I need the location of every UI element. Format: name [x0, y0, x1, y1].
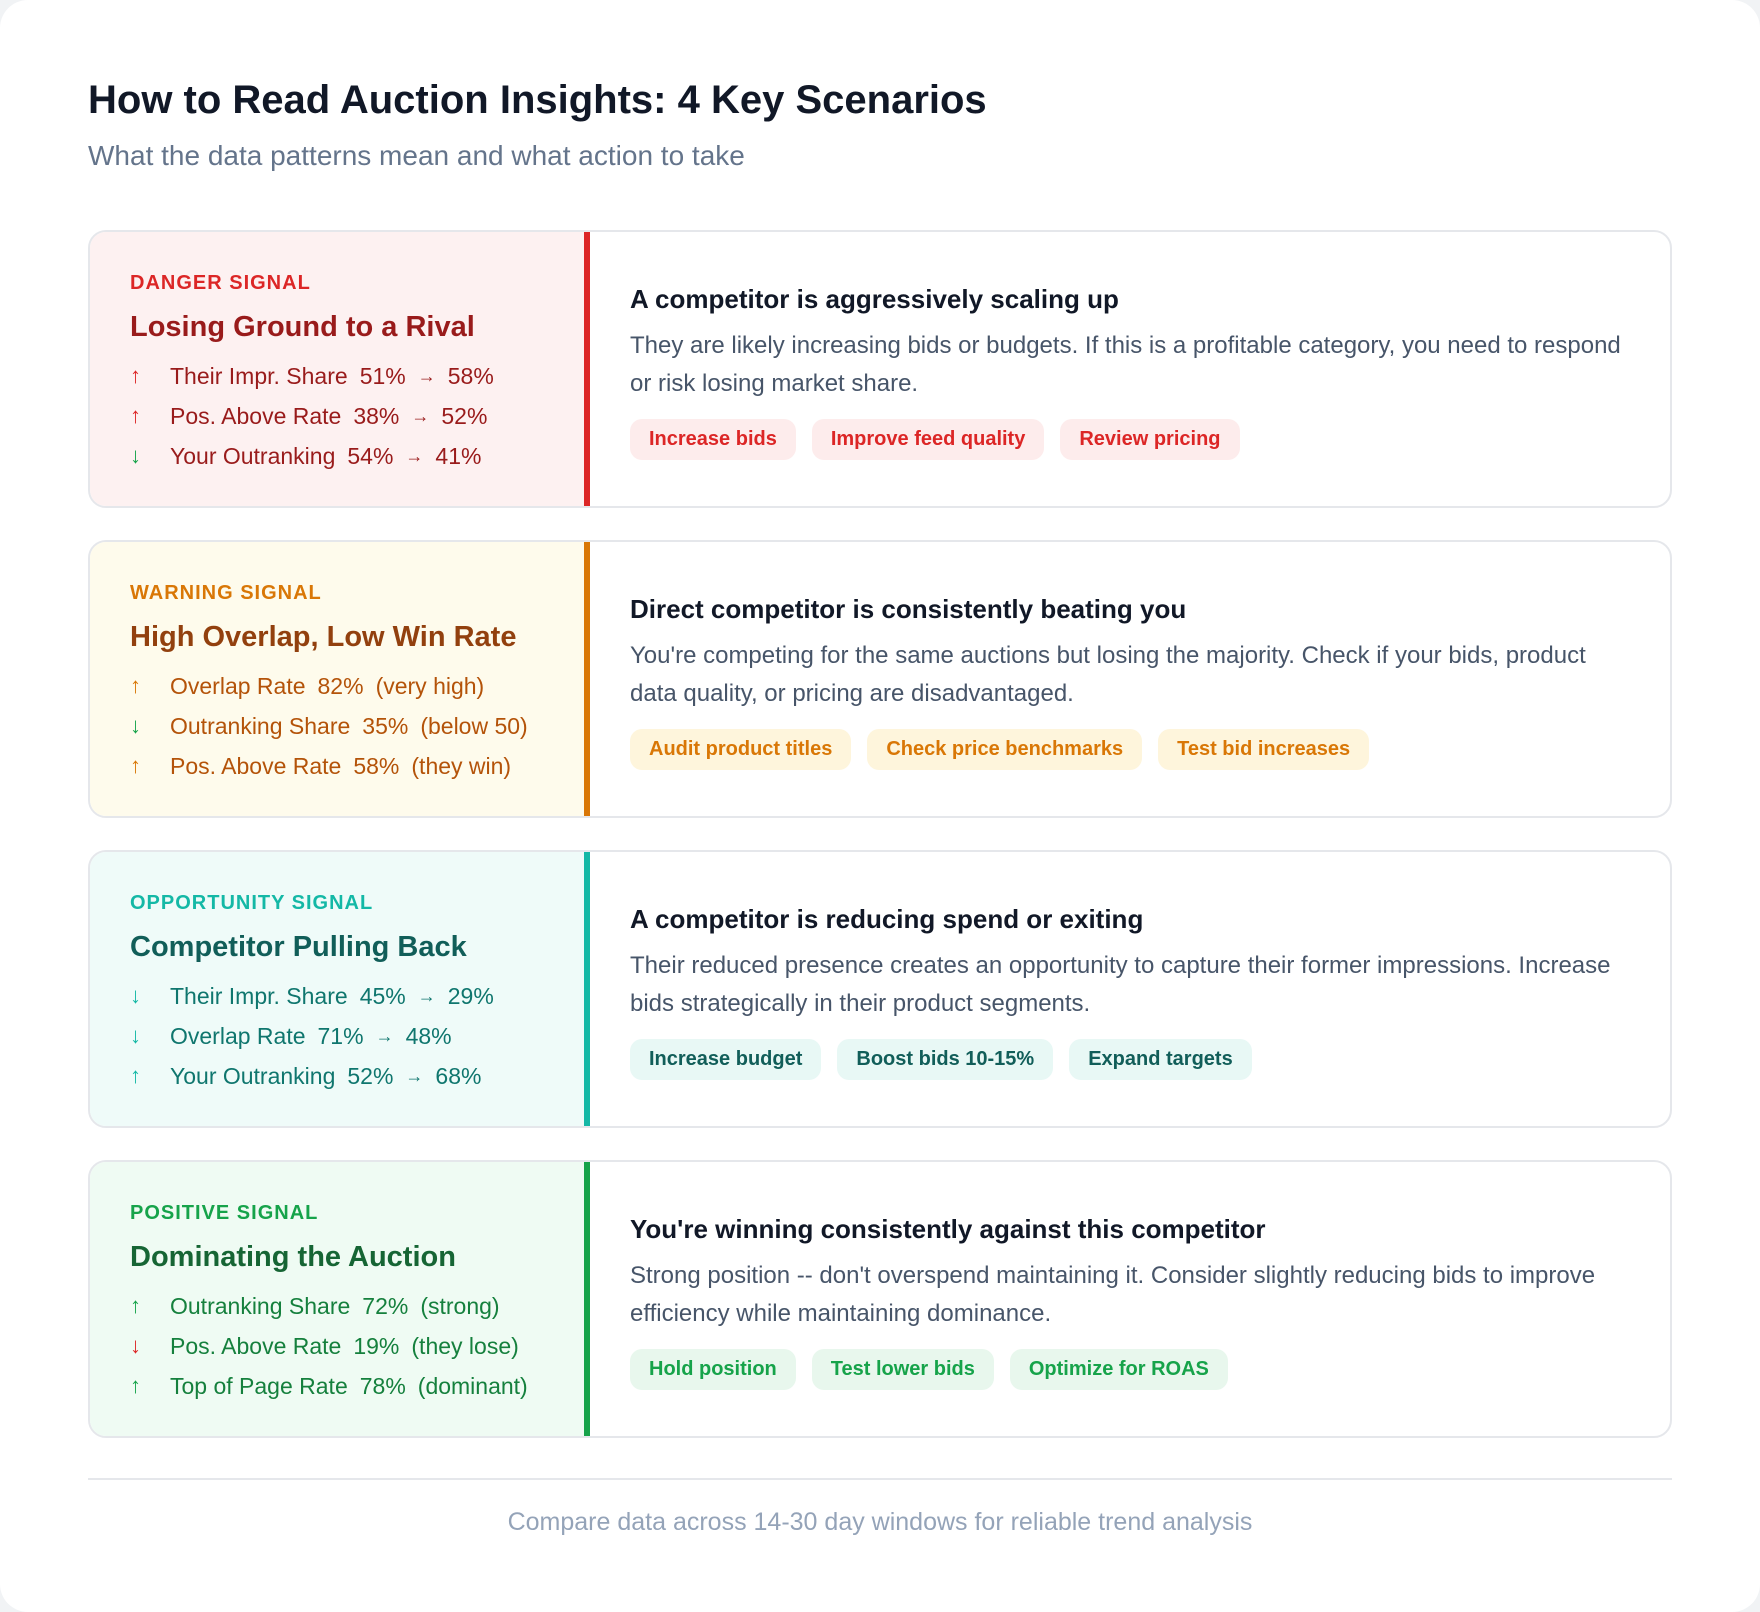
arrow-up-icon: ↑	[130, 1293, 141, 1318]
scenario-name: Competitor Pulling Back	[130, 931, 467, 963]
metric-value: 19%	[353, 1332, 400, 1359]
scenario-headline: Direct competitor is consistently beating you	[630, 594, 1187, 624]
metric-note: (they lose)	[411, 1332, 519, 1359]
metric-value: 78%	[359, 1372, 406, 1399]
scenario-detail	[590, 852, 1670, 1126]
metric-from: 71%	[317, 1022, 364, 1049]
action-tag: Increase budget	[630, 1039, 821, 1080]
metric-row	[130, 436, 584, 476]
metric-row	[130, 1286, 584, 1326]
metric-list	[130, 666, 584, 786]
metric-from: 54%	[347, 442, 394, 469]
arrow-down-icon: ↓	[130, 1333, 141, 1358]
arrow-right-icon: →	[405, 445, 424, 466]
arrow-up-icon: ↑	[130, 1063, 141, 1088]
action-tag: Improve feed quality	[812, 419, 1045, 460]
action-tags	[630, 1349, 1630, 1390]
scenario-name: Dominating the Auction	[130, 1241, 456, 1273]
metric-note: (strong)	[420, 1292, 500, 1319]
scenario-summary	[90, 1162, 584, 1436]
metric-row	[130, 706, 584, 746]
scenario-card-danger	[88, 230, 1672, 508]
metric-value: 72%	[362, 1292, 409, 1319]
scenario-description: They are likely increasing bids or budgets. If this is a profitable category, you need to respond or risk losing market share.	[630, 332, 1621, 397]
metric-label: Outranking Share	[170, 712, 351, 739]
scenario-card-positive	[88, 1160, 1672, 1438]
arrow-down-icon: ↓	[130, 443, 141, 468]
metric-row	[130, 976, 584, 1016]
metric-note: (very high)	[375, 672, 485, 699]
arrow-up-icon: ↑	[130, 403, 141, 428]
scenario-description: You're competing for the same auctions but losing the majority. Check if your bids, product data quality, or pricing are disadvantaged.	[630, 642, 1586, 707]
action-tag: Test bid increases	[1158, 729, 1369, 770]
action-tags	[630, 1039, 1630, 1080]
metric-note: (dominant)	[417, 1372, 528, 1399]
metric-to: 48%	[405, 1022, 452, 1049]
footer-note: Compare data across 14-30 day windows for reliable trend analysis	[507, 1508, 1253, 1536]
scenario-headline: A competitor is reducing spend or exiting	[630, 904, 1144, 934]
scenario-summary	[90, 232, 584, 506]
scenario-card-warning	[88, 540, 1672, 818]
signal-label: OPPORTUNITY SIGNAL	[130, 892, 374, 914]
metric-to: 68%	[435, 1062, 482, 1089]
action-tags	[630, 419, 1630, 460]
metric-to: 41%	[435, 442, 482, 469]
metric-row	[130, 1056, 584, 1096]
arrow-up-icon: ↑	[130, 673, 141, 698]
scenario-name: Losing Ground to a Rival	[130, 311, 475, 343]
arrow-down-icon: ↓	[130, 1023, 141, 1048]
metric-label: Pos. Above Rate	[170, 1332, 342, 1359]
footer-divider	[88, 1478, 1672, 1480]
metric-row	[130, 1326, 584, 1366]
metric-from: 38%	[353, 402, 400, 429]
arrow-right-icon: →	[375, 1025, 394, 1046]
metric-row	[130, 666, 584, 706]
metric-row	[130, 1016, 584, 1056]
metric-from: 45%	[359, 982, 406, 1009]
metric-list	[130, 976, 584, 1096]
arrow-right-icon: →	[411, 405, 430, 426]
metric-row	[130, 1366, 584, 1406]
scenario-detail	[590, 1162, 1670, 1436]
metric-label: Your Outranking	[170, 442, 336, 469]
metric-label: Pos. Above Rate	[170, 402, 342, 429]
action-tag: Review pricing	[1060, 419, 1239, 460]
scenario-description: Strong position -- don't overspend maintaining it. Consider slightly reducing bids to improve efficiency while maintaining dominance.	[630, 1262, 1596, 1327]
scenario-headline: You're winning consistently against this competitor	[630, 1214, 1266, 1244]
metric-list	[130, 1286, 584, 1406]
metric-label: Outranking Share	[170, 1292, 351, 1319]
metric-to: 52%	[441, 402, 488, 429]
arrow-up-icon: ↑	[130, 753, 141, 778]
scenario-headline: A competitor is aggressively scaling up	[630, 284, 1119, 314]
page-subtitle: What the data patterns mean and what action to take	[88, 140, 745, 171]
metric-label: Top of Page Rate	[170, 1372, 348, 1399]
signal-label: WARNING SIGNAL	[130, 582, 322, 604]
metric-list	[130, 356, 584, 476]
signal-label: POSITIVE SIGNAL	[130, 1202, 319, 1224]
scenario-description: Their reduced presence creates an opportunity to capture their former impressions. Increase bids strategically in their product segments.	[630, 952, 1611, 1017]
metric-label: Your Outranking	[170, 1062, 336, 1089]
metric-from: 52%	[347, 1062, 394, 1089]
metric-note: (they win)	[411, 752, 512, 779]
action-tags	[630, 729, 1630, 770]
metric-to: 29%	[447, 982, 494, 1009]
action-tag: Increase bids	[630, 419, 796, 460]
metric-note: (below 50)	[420, 712, 528, 739]
metric-label: Overlap Rate	[170, 1022, 306, 1049]
scenario-name: High Overlap, Low Win Rate	[130, 621, 517, 653]
page-title: How to Read Auction Insights: 4 Key Scenarios	[88, 78, 987, 122]
action-tag: Expand targets	[1069, 1039, 1251, 1080]
action-tag: Check price benchmarks	[867, 729, 1142, 770]
metric-label: Their Impr. Share	[170, 362, 348, 389]
arrow-right-icon: →	[417, 985, 436, 1006]
metric-value: 35%	[362, 712, 409, 739]
arrow-down-icon: ↓	[130, 983, 141, 1008]
arrow-down-icon: ↓	[130, 713, 141, 738]
scenario-detail	[590, 542, 1670, 816]
arrow-up-icon: ↑	[130, 1373, 141, 1398]
metric-row	[130, 746, 584, 786]
action-tag: Boost bids 10-15%	[837, 1039, 1053, 1080]
metric-row	[130, 356, 584, 396]
arrow-right-icon: →	[405, 1065, 424, 1086]
arrow-right-icon: →	[417, 365, 436, 386]
scenario-detail	[590, 232, 1670, 506]
action-tag: Test lower bids	[812, 1349, 994, 1390]
metric-row	[130, 396, 584, 436]
metric-from: 51%	[359, 362, 406, 389]
arrow-up-icon: ↑	[130, 363, 141, 388]
scenario-card-opportunity	[88, 850, 1672, 1128]
metric-to: 58%	[447, 362, 494, 389]
metric-value: 82%	[317, 672, 364, 699]
metric-label: Their Impr. Share	[170, 982, 348, 1009]
action-tag: Hold position	[630, 1349, 796, 1390]
metric-value: 58%	[353, 752, 400, 779]
scenario-summary	[90, 542, 584, 816]
metric-label: Overlap Rate	[170, 672, 306, 699]
action-tag: Audit product titles	[630, 729, 851, 770]
signal-label: DANGER SIGNAL	[130, 272, 311, 294]
metric-label: Pos. Above Rate	[170, 752, 342, 779]
action-tag: Optimize for ROAS	[1010, 1349, 1228, 1390]
scenario-summary	[90, 852, 584, 1126]
